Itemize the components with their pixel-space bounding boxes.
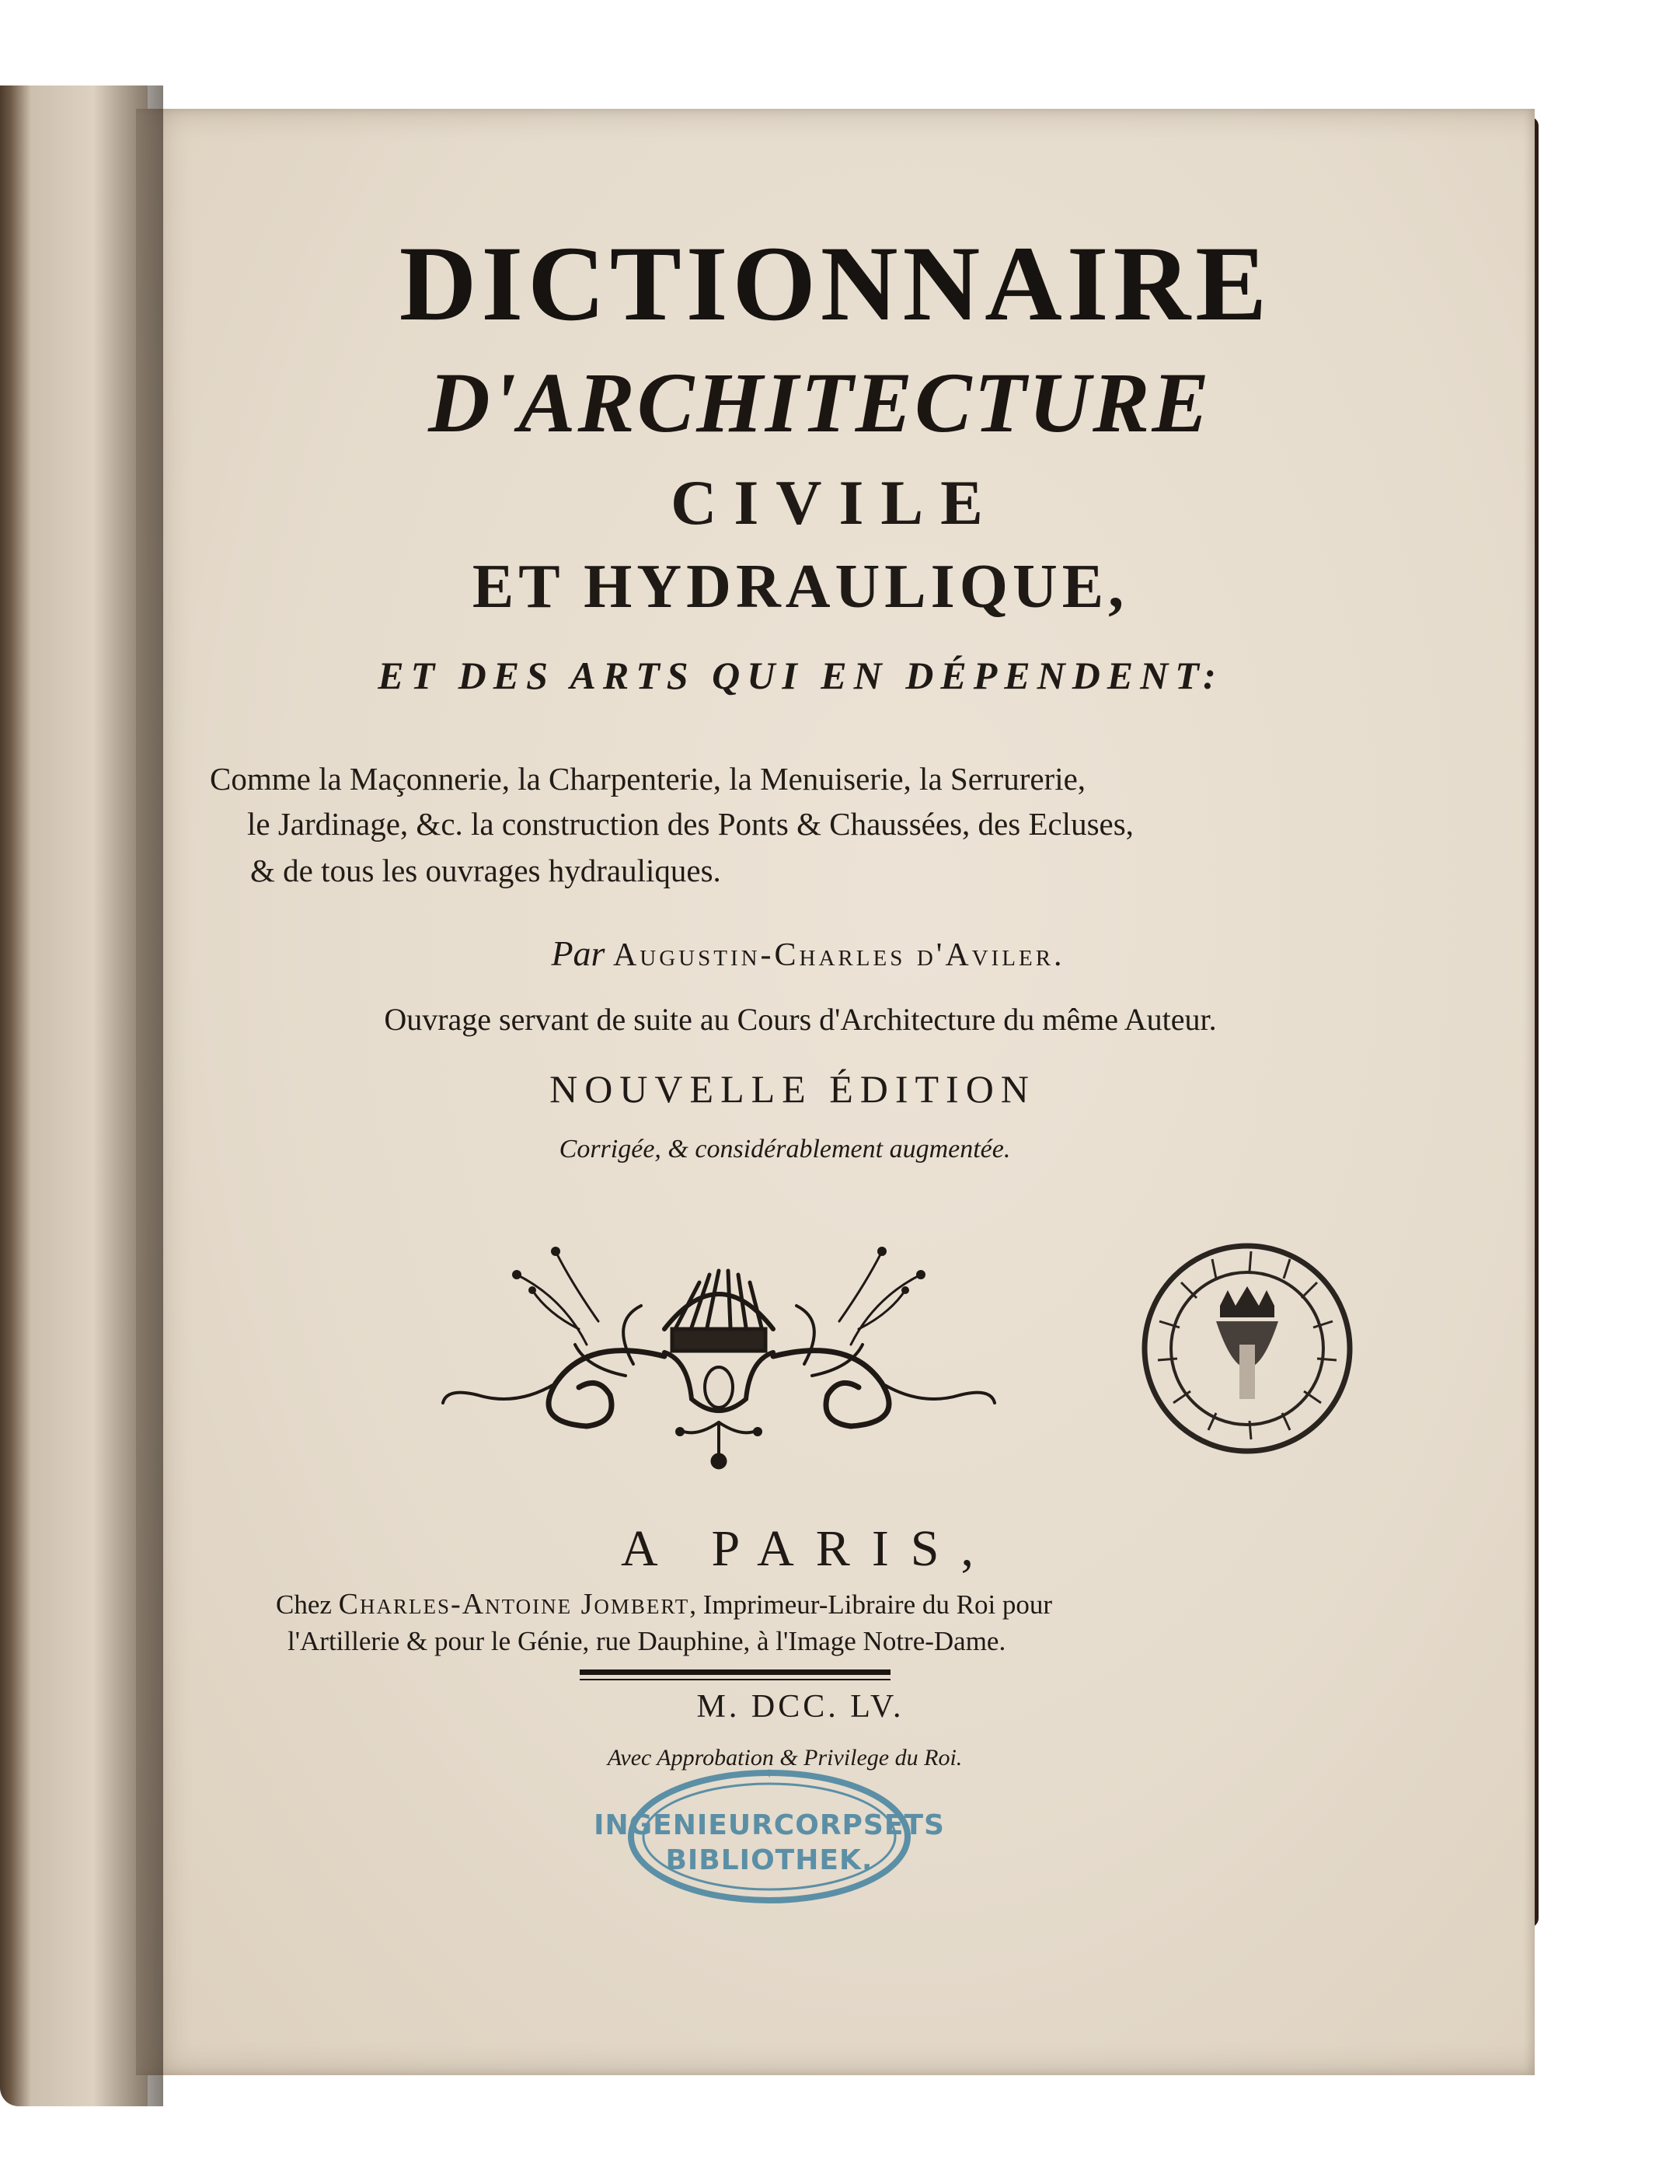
description-line-2: le Jardinage, &c. la construction des Ponts & Chaussées, des Ecluses, bbox=[247, 806, 1134, 842]
library-seal-icon bbox=[1135, 1236, 1360, 1461]
description-line-1: Comme la Maçonnerie, la Charpenterie, la Menuiserie, la Serrurerie, bbox=[210, 761, 1086, 797]
publisher-name: Charles-Antoine Jombert bbox=[338, 1588, 690, 1621]
publisher-suffix: , Imprimeur-Libraire du Roi pour bbox=[689, 1589, 1053, 1620]
imprint-year: M. DCC. LV. bbox=[696, 1689, 904, 1725]
svg-text:BIBLIOTHEK.: BIBLIOTHEK. bbox=[665, 1844, 873, 1876]
svg-text:INGENIEURCORPSETS: INGENIEURCORPSETS bbox=[594, 1809, 945, 1841]
publisher-line-1 bbox=[276, 1587, 1052, 1621]
work-note: Ouvrage servant de suite au Cours d'Architecture du même Auteur. bbox=[384, 1002, 1217, 1037]
author-line bbox=[109, 933, 1507, 974]
library-stamp-icon bbox=[594, 1760, 945, 1908]
edition-note: Corrigée, & considérablement augmentée. bbox=[559, 1135, 1011, 1164]
title-line-3: CIVILE bbox=[671, 467, 1000, 538]
edition: NOUVELLE ÉDITION bbox=[549, 1067, 1036, 1111]
privilege-line: Avec Approbation & Privilege du Roi. bbox=[607, 1745, 963, 1771]
publisher-line-2: l'Artillerie & pour le Génie, rue Dauphine, à l'Image Notre-Dame. bbox=[288, 1626, 1006, 1656]
description-line-3: & de tous les ouvrages hydrauliques. bbox=[250, 853, 721, 888]
author-name: Augustin-Charles d'Aviler. bbox=[612, 937, 1065, 973]
publisher-prefix: Chez bbox=[276, 1589, 332, 1620]
title-line-4: ET HYDRAULIQUE, bbox=[472, 553, 1129, 621]
imprint-rule-thin bbox=[580, 1679, 891, 1680]
imprint-rule bbox=[580, 1669, 891, 1675]
imprint-place: A PARIS, bbox=[620, 1520, 996, 1577]
title-line-2: D'ARCHITECTURE bbox=[428, 355, 1211, 450]
title-line-1: DICTIONNAIRE bbox=[399, 224, 1272, 343]
printers-ornament-icon bbox=[431, 1228, 1006, 1477]
author-prefix: Par bbox=[551, 933, 605, 973]
title-line-5: ET DES ARTS QUI EN DÉPENDENT: bbox=[378, 654, 1223, 697]
svg-text:*: * bbox=[765, 1767, 774, 1787]
